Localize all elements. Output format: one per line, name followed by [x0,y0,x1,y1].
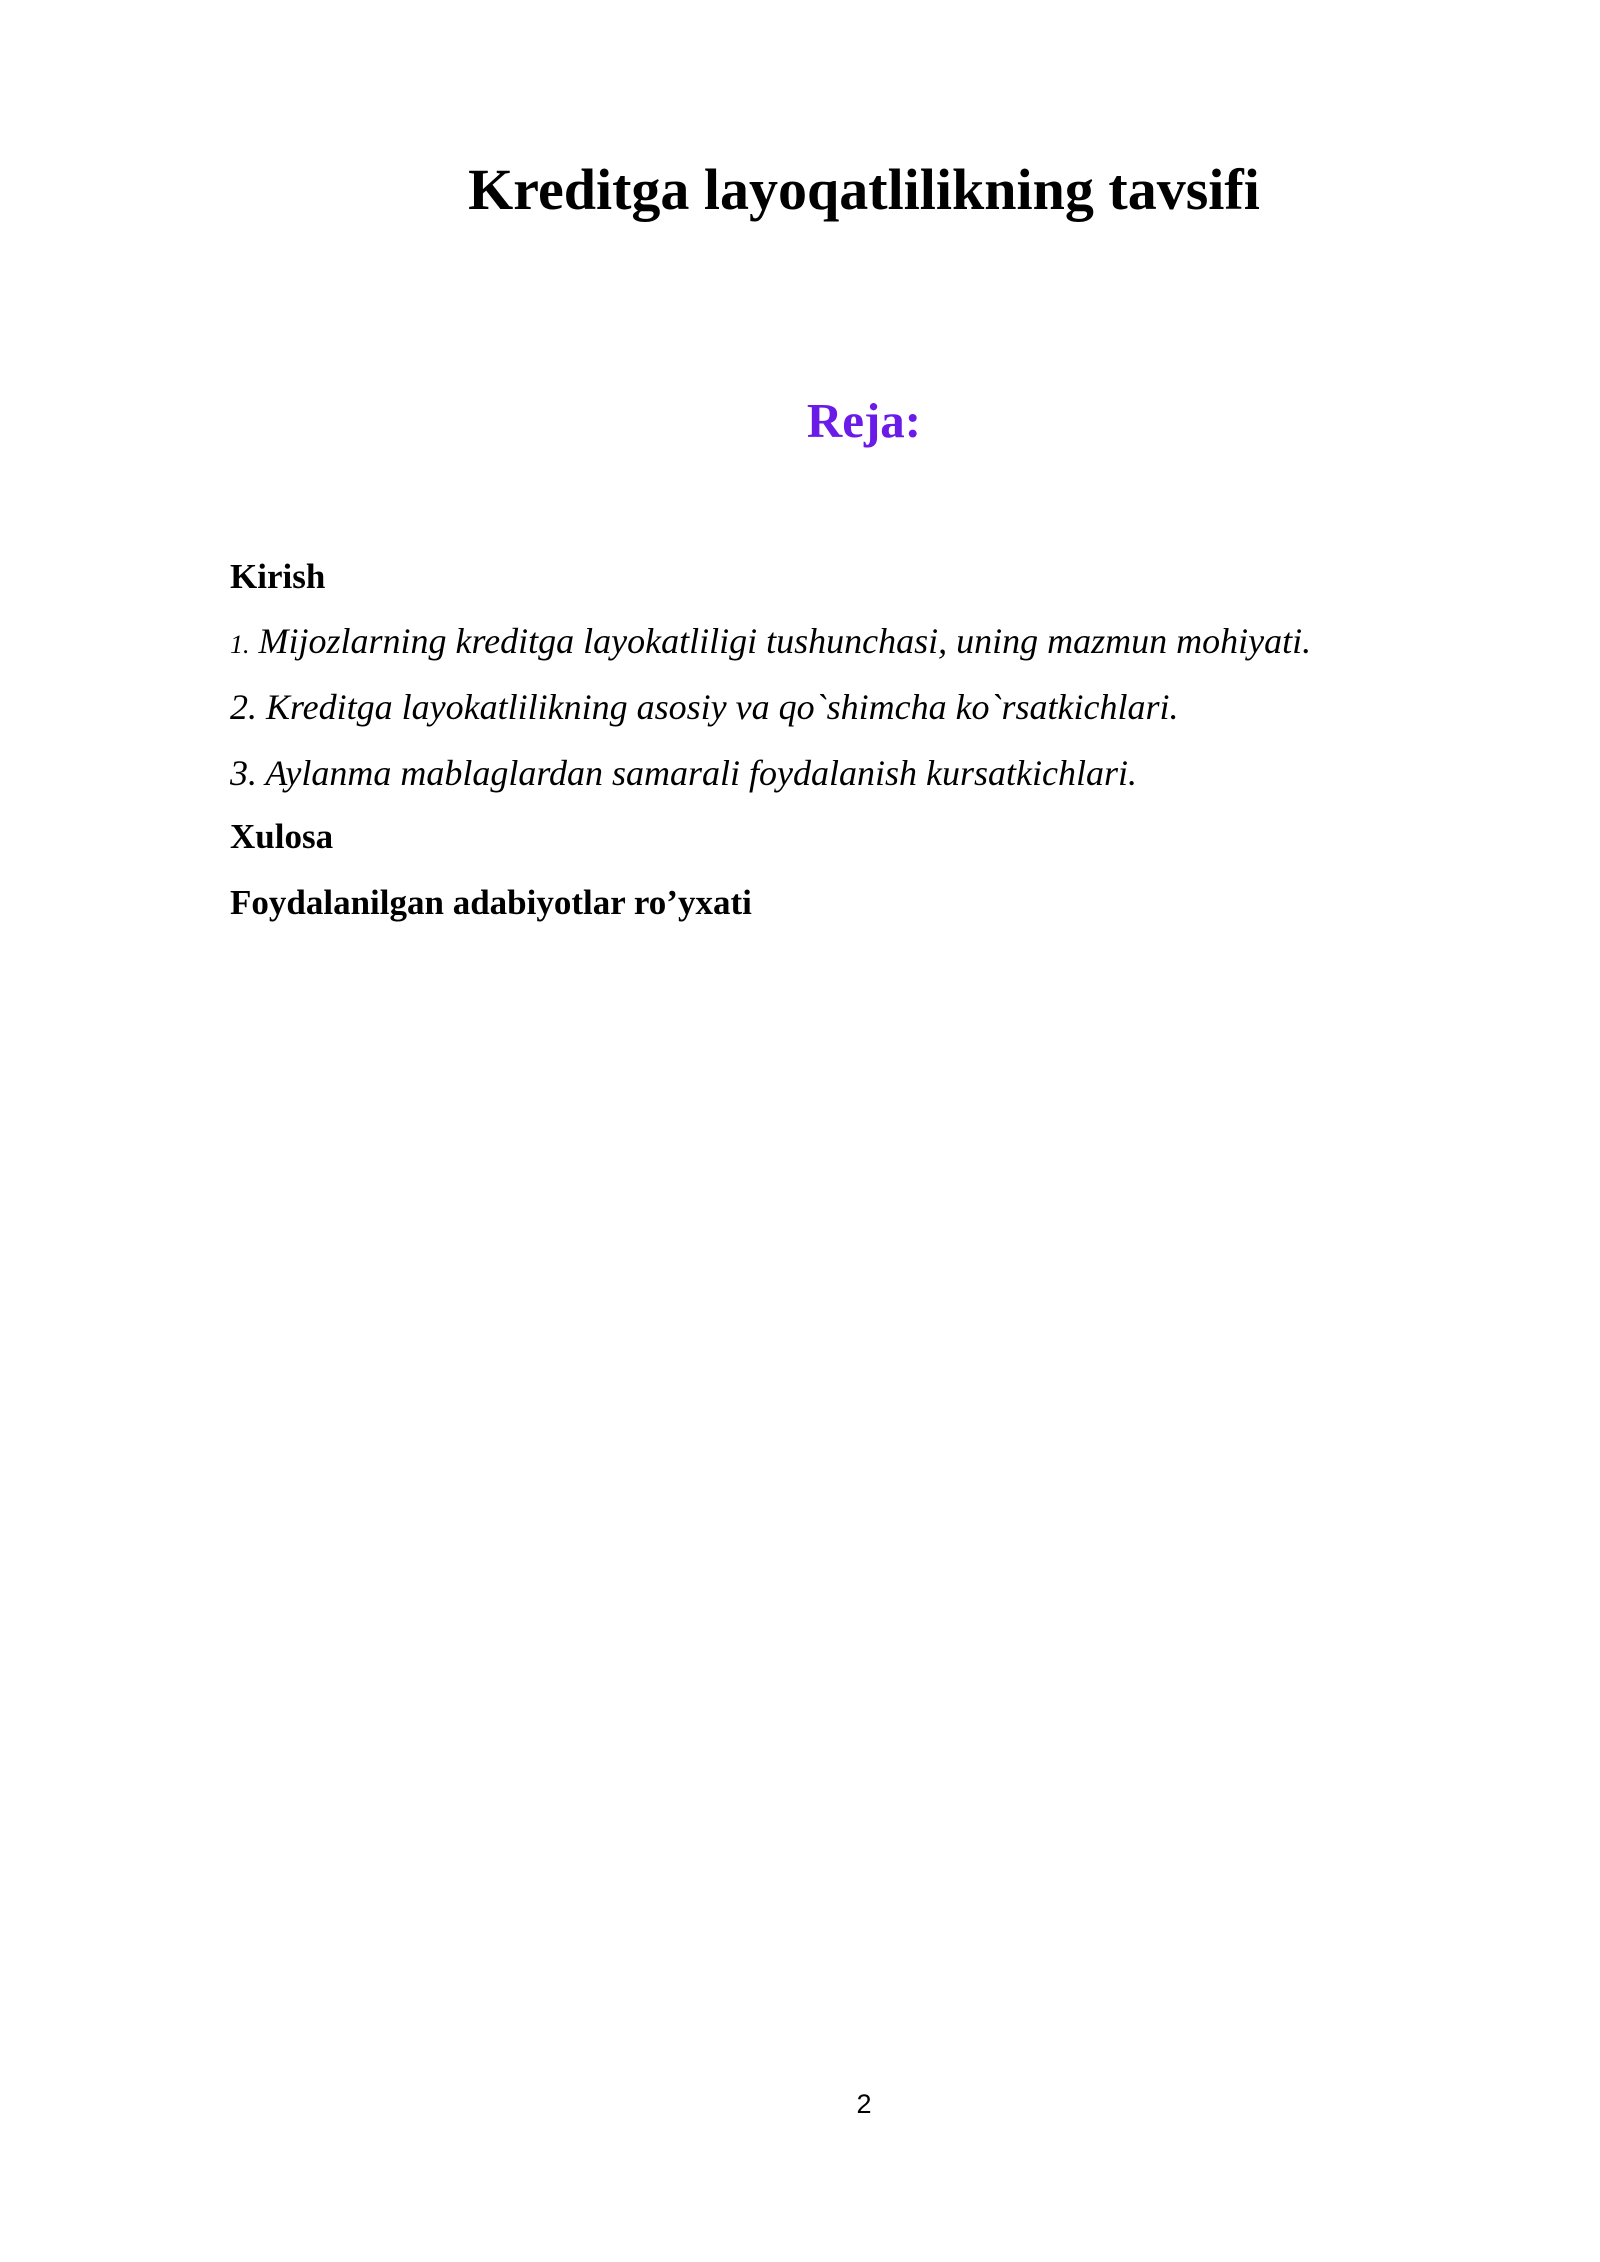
plan-item-references: Foydalanilgan adabiyotlar ro’yxati [230,883,752,922]
page-number: 2 [856,2089,872,2119]
plan-item-1 [230,617,1311,669]
plan-item-text: Mijozlarning kreditga layokatliligi tushunchasi, uning mazmun mohiyati. [258,621,1312,661]
plan-heading: Reja: [806,393,922,448]
plan-item-conclusion: Xulosa [230,817,334,856]
plan-item-number: 1. [230,630,250,659]
plan-item-number: 3. [230,753,257,793]
plan-item-3 [230,749,1137,797]
plan-item-number: 2. [230,687,257,727]
plan-item-2 [230,683,1179,731]
plan-item-intro: Kirish [230,557,326,596]
plan-item-text: Aylanma mablaglardan samarali foydalanish kursatkichlari. [265,753,1138,793]
plan-item-text: Kreditga layokatlilikning asosiy va qo`shimcha ko`rsatkichlari. [266,687,1179,727]
document-title: Kreditga layoqatlilikning tavsifi [468,157,1260,222]
